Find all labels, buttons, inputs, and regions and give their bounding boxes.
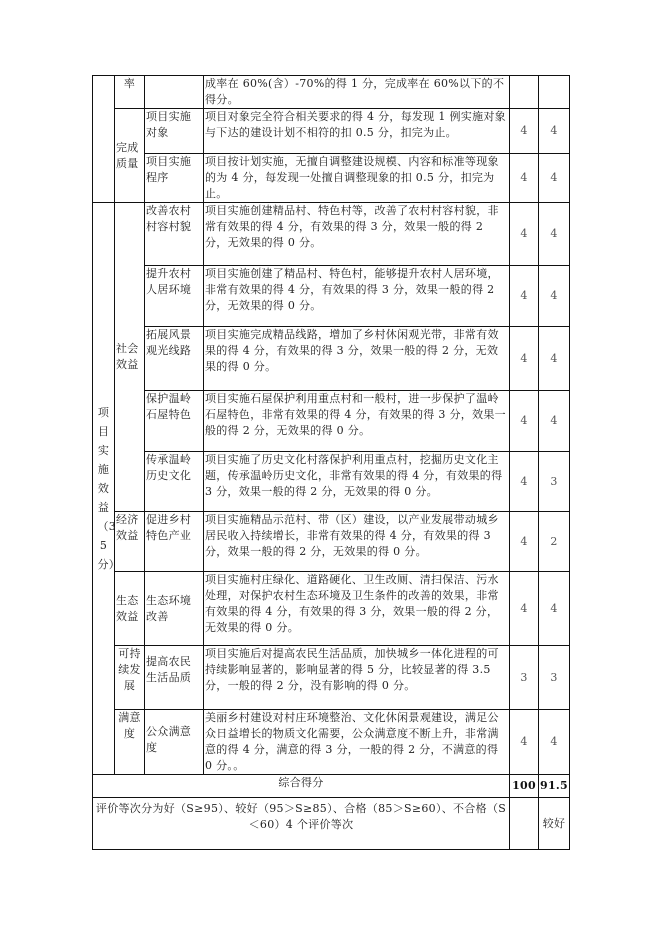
benefit-label: 项目实施效益（35分） [97, 406, 121, 571]
score-cell: 4 [539, 154, 570, 203]
table-row [93, 572, 570, 646]
score-cell: 3 [539, 646, 570, 710]
max-score-cell: 4 [510, 154, 539, 203]
indicator-cell: 项目实施对象 [145, 109, 204, 154]
total-row [93, 775, 570, 798]
table-row [93, 452, 570, 512]
criteria-cell: 项目按计划实施，无擅自调整建设规模、内容和标准等现象的为 4 分，每发现一处擅自调整现象的扣 0.5 分，扣完为止。 [204, 154, 510, 203]
category-cell: 可持续发展 [115, 646, 145, 710]
criteria-cell: 成率在 60%(含）-70%的得 1 分，完成率在 60%以下的不得分。 [204, 76, 510, 109]
empty-cell [510, 798, 539, 850]
indicator-cell: 公众满意度 [145, 710, 204, 775]
table-row [93, 154, 570, 203]
table-row [93, 512, 570, 572]
max-score-cell: 4 [510, 710, 539, 775]
category-cell: 社会效益 [115, 203, 145, 512]
table-row [93, 646, 570, 710]
total-label: 综合得分 [93, 775, 510, 798]
indicator-cell: 提升农村人居环境 [145, 266, 204, 327]
criteria-cell: 美丽乡村建设对村庄环境整治、文化休闲景观建设，满足公众日益增长的物质文化需要，公众满意度不断上升，非常满意的得 4 分，满意的得 3 分，一般的得 2 分，不满意的得 0 分。。 [204, 710, 510, 775]
grade-row [93, 798, 570, 850]
empty-cell [539, 76, 570, 109]
criteria-cell: 项目对象完全符合相关要求的得 4 分，每发现 1 例实施对象与下达的建设计划不相符的扣 0.5 分，扣完为止。 [204, 109, 510, 154]
max-score-cell: 4 [510, 512, 539, 572]
criteria-cell: 项目实施创建了精品村、特色村，能够提升农村人居环境，非常有效果的得 4 分，有效果的得 3 分，效果一般的得 2 分，无效果的得 0 分。 [204, 266, 510, 327]
category-cell: 生态效益 [115, 572, 145, 646]
indicator-cell: 促进乡村特色产业 [145, 512, 204, 572]
score-cell: 4 [539, 203, 570, 266]
score-cell: 4 [539, 109, 570, 154]
score-cell: 4 [539, 572, 570, 646]
indicator-cell: 改善农村村容村貌 [145, 203, 204, 266]
table-row [93, 109, 570, 154]
max-score-cell: 4 [510, 327, 539, 391]
empty-cell [93, 76, 115, 203]
indicator-cell: 保护温岭石屋特色 [145, 391, 204, 452]
score-cell: 4 [539, 327, 570, 391]
score-cell: 4 [539, 710, 570, 775]
criteria-cell: 项目实施完成精品线路，增加了乡村休闲观光带，非常有效果的得 4 分，有效果的得 3 分，效果一般的得 2 分，无效果的得 0 分。 [204, 327, 510, 391]
category-cell: 率 [115, 76, 145, 109]
evaluation-table [92, 75, 570, 850]
score-cell: 4 [539, 391, 570, 452]
table-row [93, 391, 570, 452]
score-cell: 2 [539, 512, 570, 572]
category-cell: 完成质量 [115, 109, 145, 203]
indicator-cell: 项目实施程序 [145, 154, 204, 203]
empty-cell [510, 76, 539, 109]
total-max-score: 100 [510, 775, 539, 798]
category-cell: 满意度 [115, 710, 145, 775]
grade-result: 较好 [539, 798, 570, 850]
table-row [93, 203, 570, 266]
max-score-cell: 3 [510, 646, 539, 710]
max-score-cell: 4 [510, 452, 539, 512]
criteria-cell: 项目实施创建精品村、特色村等，改善了农村村容村貌，非常有效果的得 4 分，有效果的得 3 分，效果一般的得 2 分，无效果的得 0 分。 [204, 203, 510, 266]
benefit-category-cell [93, 203, 121, 775]
table-row [93, 266, 570, 327]
category-cell: 经济效益 [115, 512, 145, 572]
indicator-cell: 传承温岭历史文化 [145, 452, 204, 512]
max-score-cell: 4 [510, 391, 539, 452]
table-row [93, 710, 570, 775]
score-cell: 3 [539, 452, 570, 512]
indicator-cell: 提高农民生活品质 [145, 646, 204, 710]
indicator-cell: 拓展风景观光线路 [145, 327, 204, 391]
score-cell: 4 [539, 266, 570, 327]
criteria-cell: 项目实施精品示范村、带（区）建设，以产业发展带动城乡居民收入持续增长，非常有效果的得 4 分，有效果的得 3 分，效果一般的得 2 分，无效果的得 0 分。 [204, 512, 510, 572]
max-score-cell: 4 [510, 572, 539, 646]
criteria-cell: 项目实施后对提高农民生活品质，加快城乡一体化进程的可持续影响显著的，影响显著的得 5 分，比较显著的得 3.5 分，一般的得 2 分，没有影响的得 0 分。 [204, 646, 510, 710]
total-score: 91.5 [539, 775, 570, 798]
max-score-cell: 4 [510, 203, 539, 266]
grade-description: 评价等次分为好（S≥95）、较好（95＞S≥85）、合格（85＞S≥60）、不合格（S＜60）4 个评价等次 [93, 798, 510, 850]
criteria-cell: 项目实施村庄绿化、道路硬化、卫生改厕、清扫保洁、污水处理，对保护农村生态环境及卫生条件的改善的效果，非常有效果的得 4 分，有效果的得 3 分，效果一般的得 2 分，无效果的得 0 分。 [204, 572, 510, 646]
empty-cell [145, 76, 204, 109]
max-score-cell: 4 [510, 109, 539, 154]
table-row [93, 76, 570, 109]
indicator-cell: 生态环境改善 [145, 572, 204, 646]
table-row [93, 327, 570, 391]
criteria-cell: 项目实施了历史文化村落保护利用重点村，挖掘历史文化主题，传承温岭历史文化，非常有效果的得 4 分，有效果的得 3 分，效果一般的得 2 分，无效果的得 0 分。 [204, 452, 510, 512]
criteria-cell: 项目实施石屋保护利用重点村和一般村，进一步保护了温岭石屋特色，非常有效果的得 4 分，有效果的得 3 分，效果一般的得 2 分，无效果的得 0 分。 [204, 391, 510, 452]
max-score-cell: 4 [510, 266, 539, 327]
